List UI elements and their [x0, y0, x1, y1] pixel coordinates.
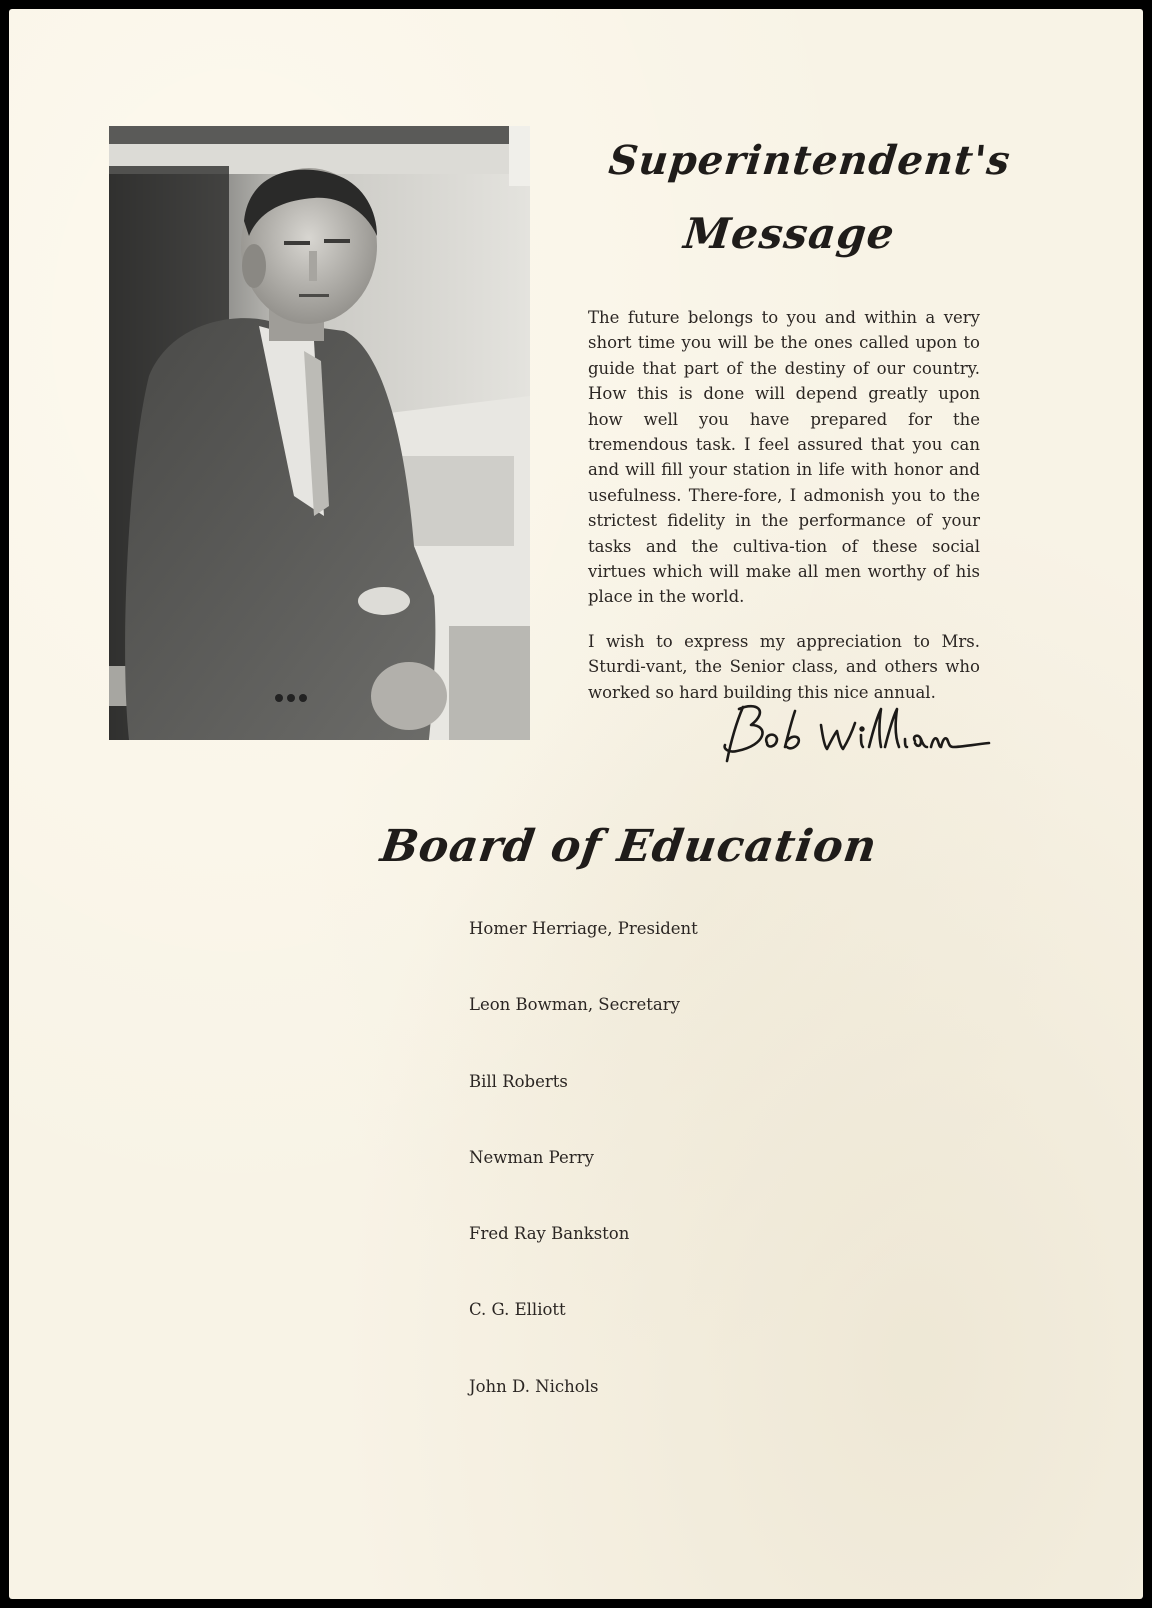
board-member-list [469, 919, 698, 1453]
board-member: Homer Herriage, President [469, 919, 698, 938]
heading-message: Message [681, 209, 898, 258]
board-member: Leon Bowman, Secretary [469, 995, 680, 1015]
board-member: Bill Roberts [469, 1071, 568, 1091]
board-member: C. G. Elliott [469, 1300, 566, 1320]
board-member: Newman Perry [469, 1147, 594, 1167]
yearbook-page [9, 9, 1143, 1599]
board-member: Fred Ray Bankston [469, 1224, 630, 1244]
message-paragraph-2: I wish to express my appreciation to Mrs. Sturdi-vant, the Senior class, and others who worked so hard building this nice annual. [588, 631, 980, 702]
board-member: John D. Nichols [469, 1376, 599, 1396]
signature [709, 701, 999, 771]
board-title: Board of Education [377, 821, 881, 872]
heading-superintendents: Superintendent's [606, 137, 1013, 184]
superintendent-message [588, 305, 980, 724]
message-paragraph-1: The future belongs to you and within a very short time you will be the ones called upon to guide that part of the destiny of our country. How this is done will depend greatly upon how well you have prepared for the tremendous task. I feel assured that you can and will fill your station in life with honor and usefulness. There-fore, I admonish you to the strictest fidelity in the performance of your tasks and the cultiva-tion of these social virtues which will make all men worthy of his place in the world. [588, 308, 980, 607]
superintendent-photo [109, 126, 530, 740]
